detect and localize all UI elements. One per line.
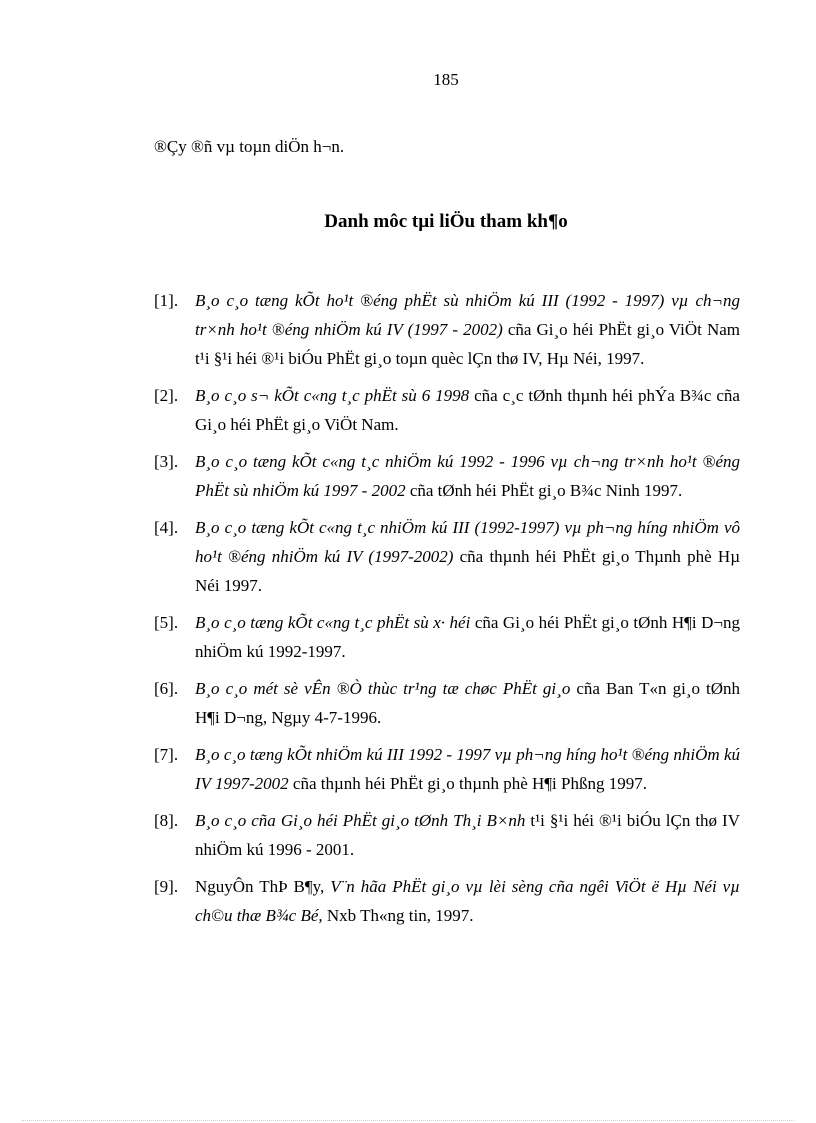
reference-item [154,872,740,930]
reference-details: Nxb Th«ng tin, 1997. [322,906,474,925]
reference-number: [5]. [154,613,179,632]
reference-item [154,513,740,600]
reference-number: [7]. [154,745,179,764]
reference-number: [6]. [154,679,179,698]
page-bottom-rule [22,1120,794,1121]
reference-details: cña thµnh héi PhËt gi¸o Thµnh phè Hµ Néi 1997. [195,547,740,595]
reference-item [154,286,740,373]
reference-details: cña tØnh héi PhËt gi¸o B¾c Ninh 1997. [405,481,683,500]
reference-item [154,608,740,666]
reference-number: [4]. [154,518,179,537]
reference-number: [9]. [154,877,179,896]
reference-title: V¨n hãa PhËt gi¸o vµ lèi sèng cña ngêi ViÖt ë Hµ Néi vµ ch©u thæ B¾c Bé, [195,877,740,925]
references-heading: Danh môc tµi liÖu tham kh¶o [324,211,568,232]
reference-title: B¸o c¸o cña Gi¸o héi PhËt gi¸o tØnh Th¸i B×nh [195,811,526,830]
reference-details: cña Ban T«n gi¸o tØnh H¶i D¬ng, Ngµy 4-7-1996. [195,679,740,727]
reference-title: B¸o c¸o mét sè vÊn ®Ò thùc tr¹ng tæ chøc PhËt gi¸o [195,679,571,698]
reference-number: [1]. [154,291,179,310]
page-number: 185 [433,70,459,89]
reference-item [154,740,740,798]
continuation-text: ®Çy ®ñ vµ toµn diÖn h¬n. [154,137,345,156]
reference-title: B¸o c¸o tæng kÕt c«ng t¸c nhiÖm kú III (1992-1997) vµ ph¬ng híng nhiÖm vô ho¹t ®éng nhiÖm kú IV (1997-2002) [195,518,740,566]
reference-number: [8]. [154,811,179,830]
reference-number: [2]. [154,386,179,405]
reference-list [154,286,740,938]
reference-item [154,447,740,505]
reference-item [154,806,740,864]
reference-title: B¸o c¸o tæng kÕt c«ng t¸c phËt sù x· héi [195,613,471,632]
reference-details: cña Gi¸o héi PhËt gi¸o tØnh H¶i D¬ng nhiÖm kú 1992-1997. [195,613,740,661]
reference-item [154,381,740,439]
reference-item [154,674,740,732]
reference-title: B¸o c¸o tæng kÕt ho¹t ®éng phËt sù nhiÖm kú III (1992 - 1997) vµ ch¬ng tr×nh ho¹t ®éng nhiÖm kú IV (1997 - 2002) [195,291,740,339]
reference-details: cña Gi¸o héi PhËt gi¸o ViÖt Nam t¹i §¹i héi ®¹i biÓu PhËt gi¸o toµn quèc lÇn thø IV, Hµ Néi, 1997. [195,320,740,368]
reference-details: t¹i §¹i héi ®¹i biÓu lÇn thø IV nhiÖm kú 1996 - 2001. [195,811,740,859]
reference-details: cña thµnh héi PhËt gi¸o thµnh phè H¶i Phßng 1997. [288,774,647,793]
reference-title: B¸o c¸o s¬ kÕt c«ng t¸c phËt sù 6 1998 [195,386,470,405]
reference-details: cña c¸c tØnh thµnh héi phÝa B¾c cña Gi¸o héi PhËt gi¸o ViÖt Nam. [195,386,740,434]
reference-number: [3]. [154,452,179,471]
reference-title: B¸o c¸o tæng kÕt c«ng t¸c nhiÖm kú 1992 - 1996 vµ ch¬ng tr×nh ho¹t ®éng PhËt sù nhiÖm kú 1997 - 2002 [195,452,740,500]
reference-title: B¸o c¸o tæng kÕt nhiÖm kú III 1992 - 1997 vµ ph¬ng híng ho¹t ®éng nhiÖm kú IV 1997-2002 [195,745,740,793]
reference-author: NguyÔn ThÞ B¶y, [195,877,331,896]
